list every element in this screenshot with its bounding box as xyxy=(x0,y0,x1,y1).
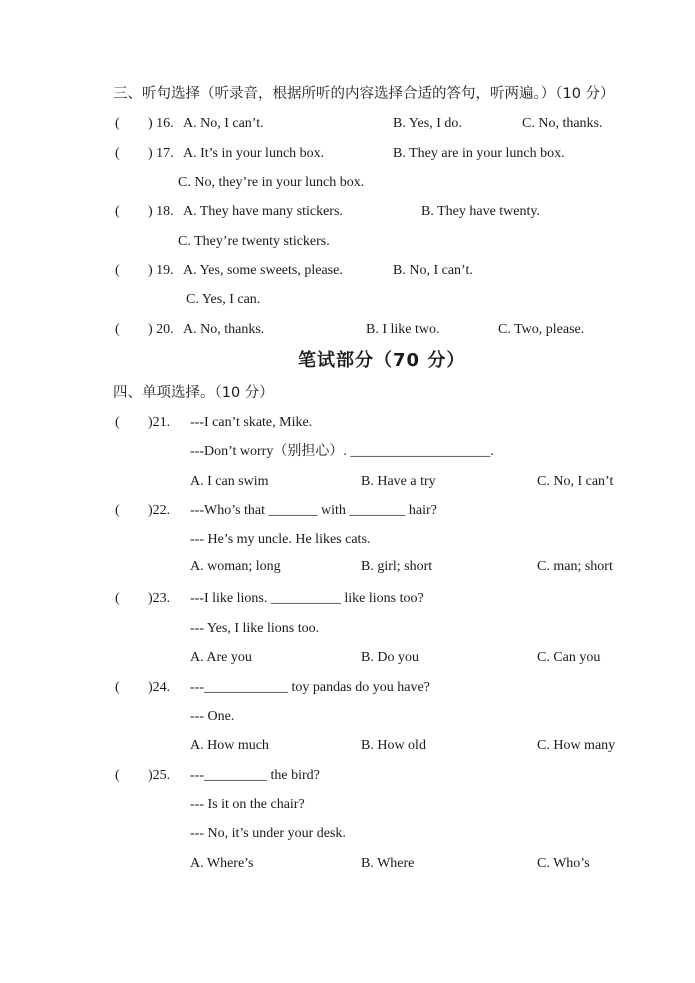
option-a: A. It’s in your lunch box. xyxy=(183,146,325,161)
option-a: A. Are you xyxy=(190,650,252,665)
dialogue-line: ---I can’t skate, Mike. xyxy=(190,415,313,430)
answer-bracket[interactable]: ( xyxy=(115,204,120,219)
option-a: A. No, I can’t. xyxy=(183,116,264,131)
option-c: C. man; short xyxy=(537,559,613,574)
option-a: A. woman; long xyxy=(190,559,281,574)
dialogue-line: --- No, it’s under your desk. xyxy=(190,826,346,841)
dialogue-line: ---Who’s that _______ with ________ hair? xyxy=(190,503,437,518)
answer-bracket[interactable]: ( xyxy=(115,503,120,518)
option-c: C. No, they’re in your lunch box. xyxy=(178,175,365,190)
option-b: B. I like two. xyxy=(366,322,440,337)
dialogue-line: --- Is it on the chair? xyxy=(190,797,305,812)
option-c: C. Who’s xyxy=(537,856,590,871)
written-part-title: 笔试部分（70 分） xyxy=(298,350,466,371)
answer-bracket[interactable]: ( xyxy=(115,415,120,430)
dialogue-line: ---Don’t worry（别担心）. ____________________. xyxy=(190,444,494,459)
section3-heading: 三、听句选择（听录音，根据所听的内容选择合适的答句，听两遍。）（10 分） xyxy=(113,86,615,102)
option-a: A. Yes, some sweets, please. xyxy=(183,263,343,278)
question-number: ) 20. xyxy=(148,322,174,337)
dialogue-line: ---_________ the bird? xyxy=(190,768,320,783)
option-b: B. Have a try xyxy=(361,474,436,489)
option-b: B. girl; short xyxy=(361,559,433,574)
dialogue-line: ---____________ toy pandas do you have? xyxy=(190,680,430,695)
dialogue-line: ---I like lions. __________ like lions too? xyxy=(190,591,424,606)
question-number: )21. xyxy=(148,415,171,430)
option-b: B. Yes, I do. xyxy=(393,116,462,131)
option-a: A. I can swim xyxy=(190,474,269,489)
answer-bracket[interactable]: ( xyxy=(115,263,120,278)
option-a: A. No, thanks. xyxy=(183,322,265,337)
answer-bracket[interactable]: ( xyxy=(115,768,120,783)
option-b: B. No, I can’t. xyxy=(393,263,473,278)
answer-bracket[interactable]: ( xyxy=(115,591,120,606)
option-a: A. They have many stickers. xyxy=(183,204,343,219)
question-number: ) 19. xyxy=(148,263,174,278)
question-number: ) 18. xyxy=(148,204,174,219)
option-c: C. Yes, I can. xyxy=(186,292,261,307)
option-c: C. How many xyxy=(537,738,616,753)
option-b: B. How old xyxy=(361,738,426,753)
option-a: A. Where’s xyxy=(190,856,254,871)
answer-bracket[interactable]: ( xyxy=(115,116,120,131)
dialogue-line: --- One. xyxy=(190,709,235,724)
answer-bracket[interactable]: ( xyxy=(115,680,120,695)
option-c: C. They’re twenty stickers. xyxy=(178,234,330,249)
dialogue-line: --- Yes, I like lions too. xyxy=(190,621,320,636)
question-number: ) 17. xyxy=(148,146,174,161)
option-a: A. How much xyxy=(190,738,269,753)
question-number: )22. xyxy=(148,503,171,518)
section4-heading: 四、单项选择。（10 分） xyxy=(113,385,274,401)
answer-bracket[interactable]: ( xyxy=(115,146,120,161)
option-b: B. Do you xyxy=(361,650,419,665)
option-b: B. They are in your lunch box. xyxy=(393,146,565,161)
option-b: B. Where xyxy=(361,856,415,871)
option-c: C. Can you xyxy=(537,650,601,665)
option-b: B. They have twenty. xyxy=(421,204,540,219)
answer-bracket[interactable]: ( xyxy=(115,322,120,337)
option-c: C. No, I can’t xyxy=(537,474,614,489)
option-c: C. Two, please. xyxy=(498,322,585,337)
dialogue-line: --- He’s my uncle. He likes cats. xyxy=(190,532,371,547)
question-number: )23. xyxy=(148,591,171,606)
question-number: )24. xyxy=(148,680,171,695)
option-c: C. No, thanks. xyxy=(522,116,603,131)
question-number: )25. xyxy=(148,768,171,783)
question-number: ) 16. xyxy=(148,116,174,131)
